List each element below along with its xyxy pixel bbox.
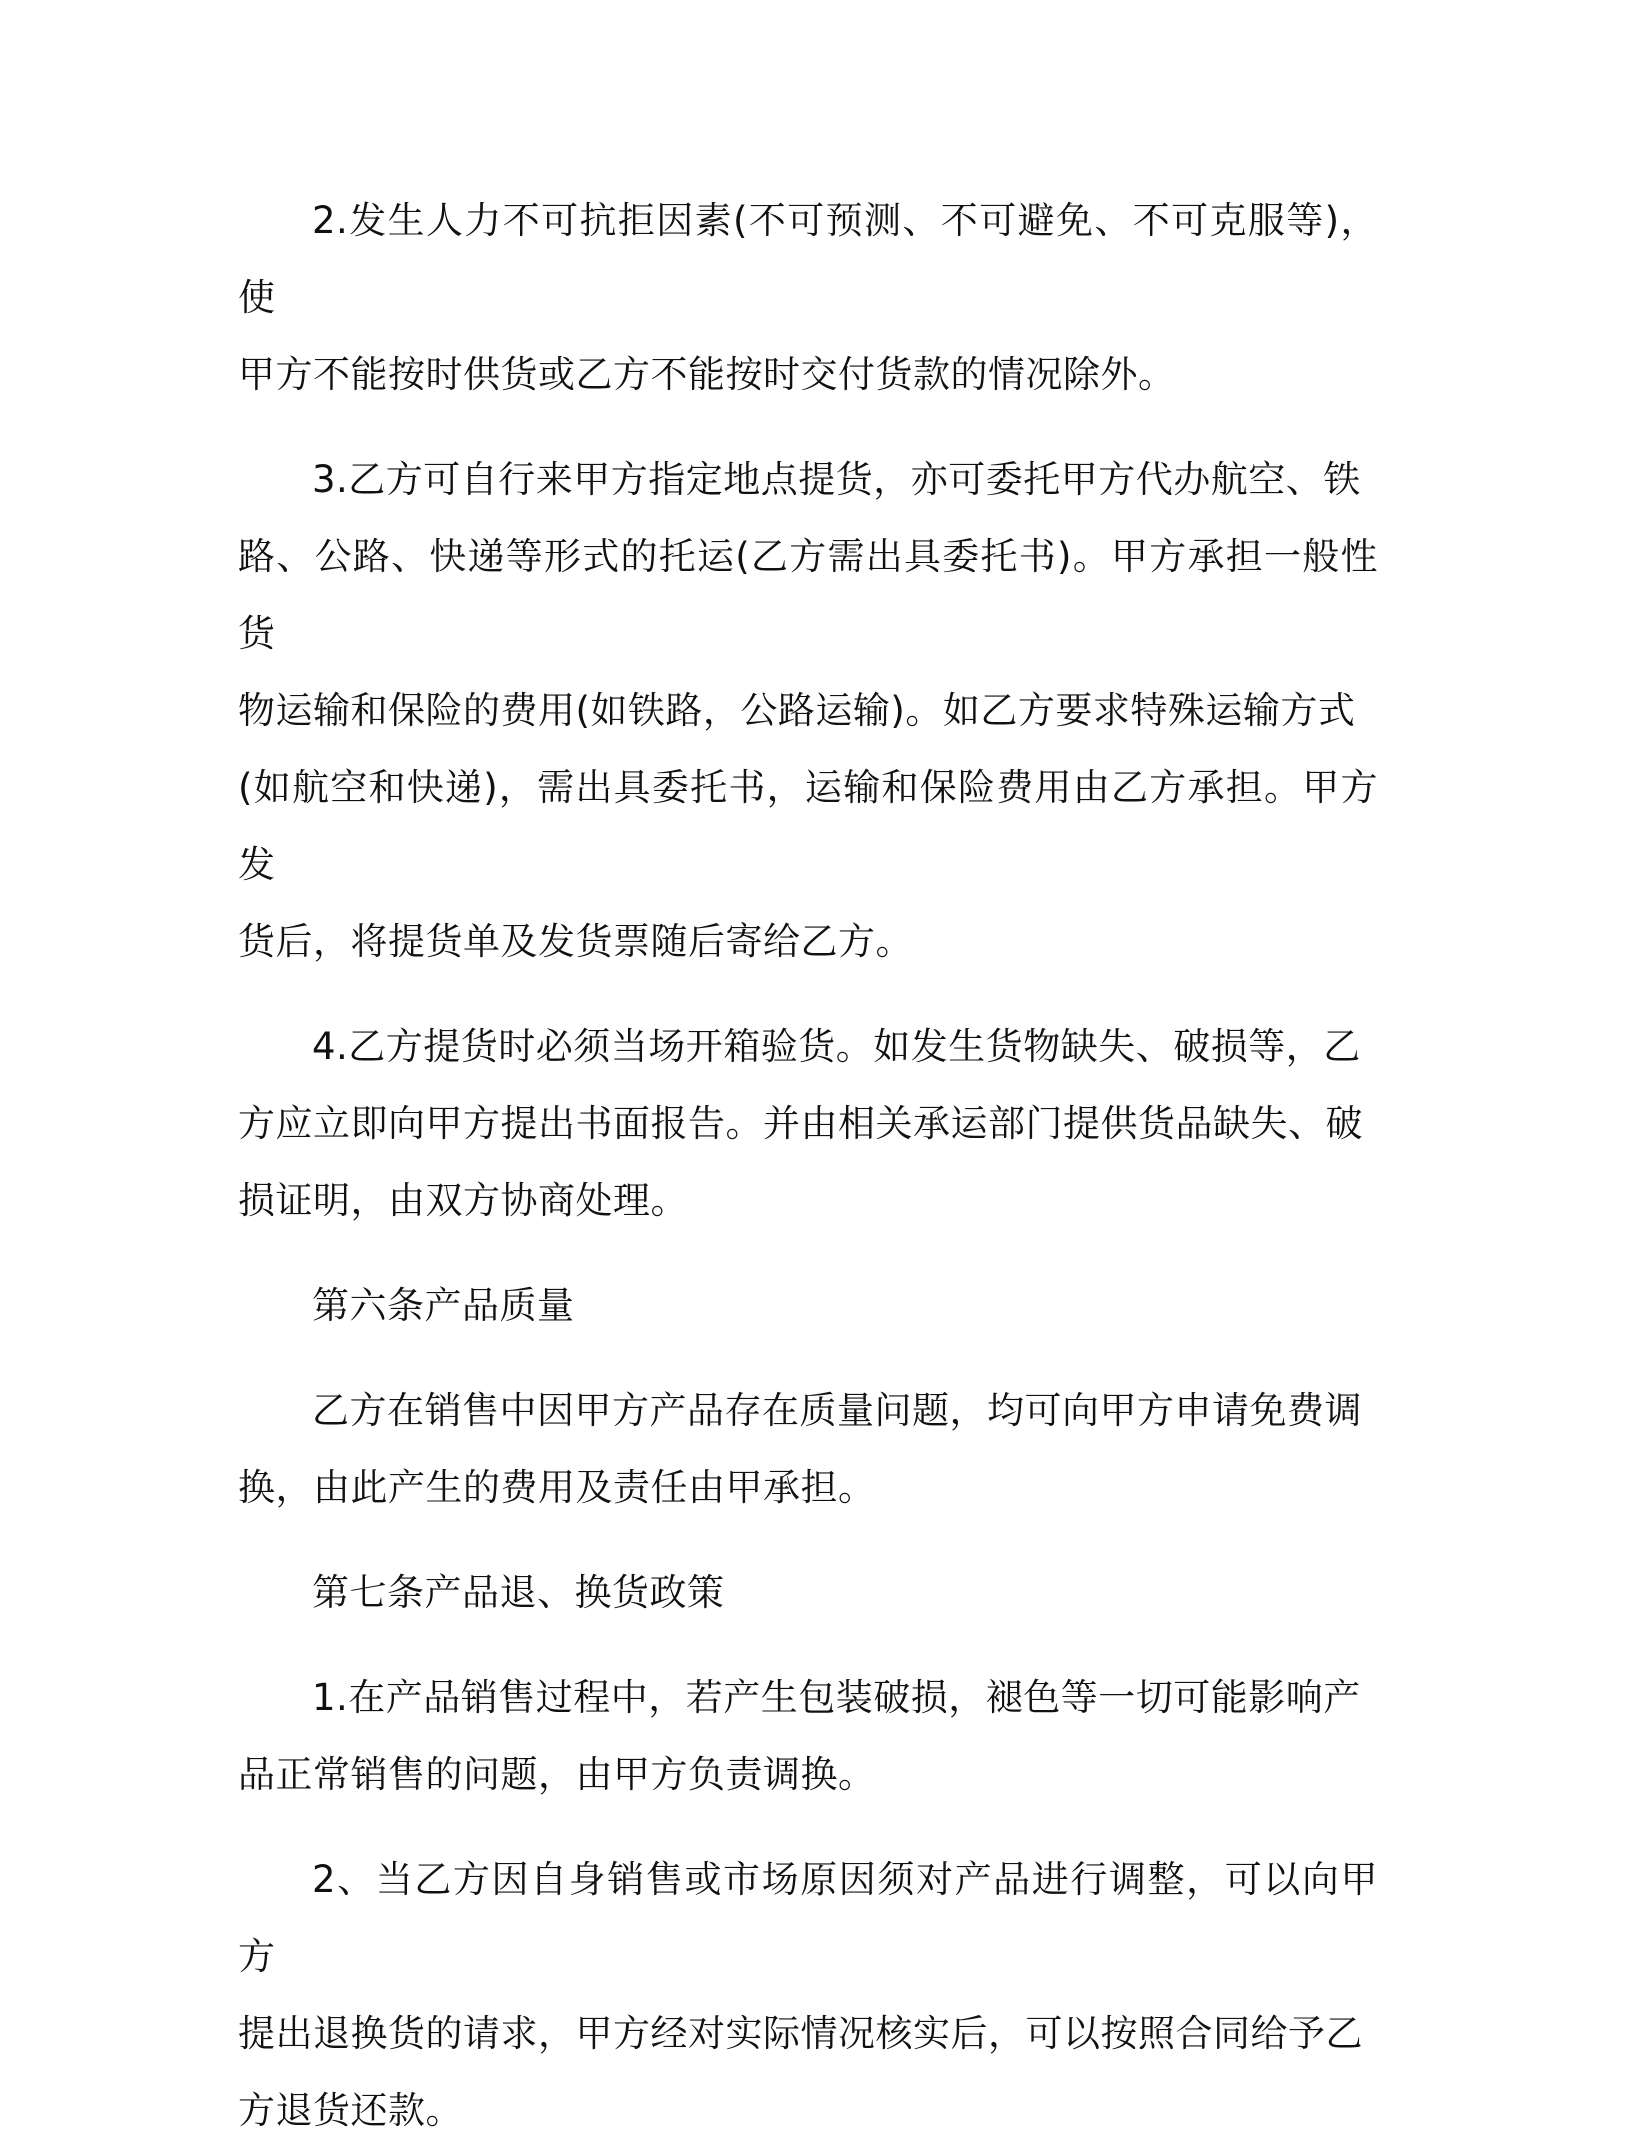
text-line: 4.乙方提货时必须当场开箱验货。如发生货物缺失、破损等，乙 [312, 1025, 1361, 1068]
clause-paragraph-return [238, 1841, 1378, 2149]
clause-paragraph-inspection [238, 1008, 1378, 1239]
text-line: 方应立即向甲方提出书面报告。并由相关承运部门提供货品缺失、破 [238, 1102, 1363, 1145]
clause-paragraph-delivery [238, 441, 1378, 980]
clause-paragraph-force-majeure [238, 182, 1378, 413]
text-line: 2.发生人力不可抗拒因素(不可预测、不可避免、不可克服等)，使 [238, 199, 1378, 319]
heading-text: 第七条产品退、换货政策 [312, 1571, 725, 1614]
text-line: (如航空和快递)，需出具委托书，运输和保险费用由乙方承担。甲方发 [238, 766, 1378, 886]
text-line: 货后，将提货单及发货票随后寄给乙方。 [238, 920, 913, 963]
text-line: 品正常销售的问题，由甲方负责调换。 [238, 1753, 876, 1796]
text-line: 方退货还款。 [238, 2089, 463, 2132]
text-line: 路、公路、快递等形式的托运(乙方需出具委托书)。甲方承担一般性货 [238, 535, 1378, 655]
clause-paragraph-exchange [238, 1659, 1378, 1813]
text-line: 2、当乙方因自身销售或市场原因须对产品进行调整，可以向甲方 [238, 1858, 1378, 1978]
heading-text: 第六条产品质量 [312, 1284, 575, 1327]
section-heading-article-7 [238, 1554, 1378, 1631]
document-page [238, 182, 1378, 2149]
section-heading-article-6 [238, 1267, 1378, 1344]
text-line: 换，由此产生的费用及责任由甲承担。 [238, 1466, 876, 1509]
clause-paragraph-quality [238, 1372, 1378, 1526]
text-line: 甲方不能按时供货或乙方不能按时交付货款的情况除外。 [238, 353, 1176, 396]
text-line: 乙方在销售中因甲方产品存在质量问题，均可向甲方申请免费调 [312, 1389, 1362, 1432]
text-line: 损证明，由双方协商处理。 [238, 1179, 688, 1222]
text-line: 3.乙方可自行来甲方指定地点提货，亦可委托甲方代办航空、铁 [312, 458, 1361, 501]
text-line: 提出退换货的请求，甲方经对实际情况核实后，可以按照合同给予乙 [238, 2012, 1363, 2055]
text-line: 1.在产品销售过程中，若产生包装破损，褪色等一切可能影响产 [312, 1676, 1361, 1719]
text-line: 物运输和保险的费用(如铁路，公路运输)。如乙方要求特殊运输方式 [238, 689, 1356, 732]
